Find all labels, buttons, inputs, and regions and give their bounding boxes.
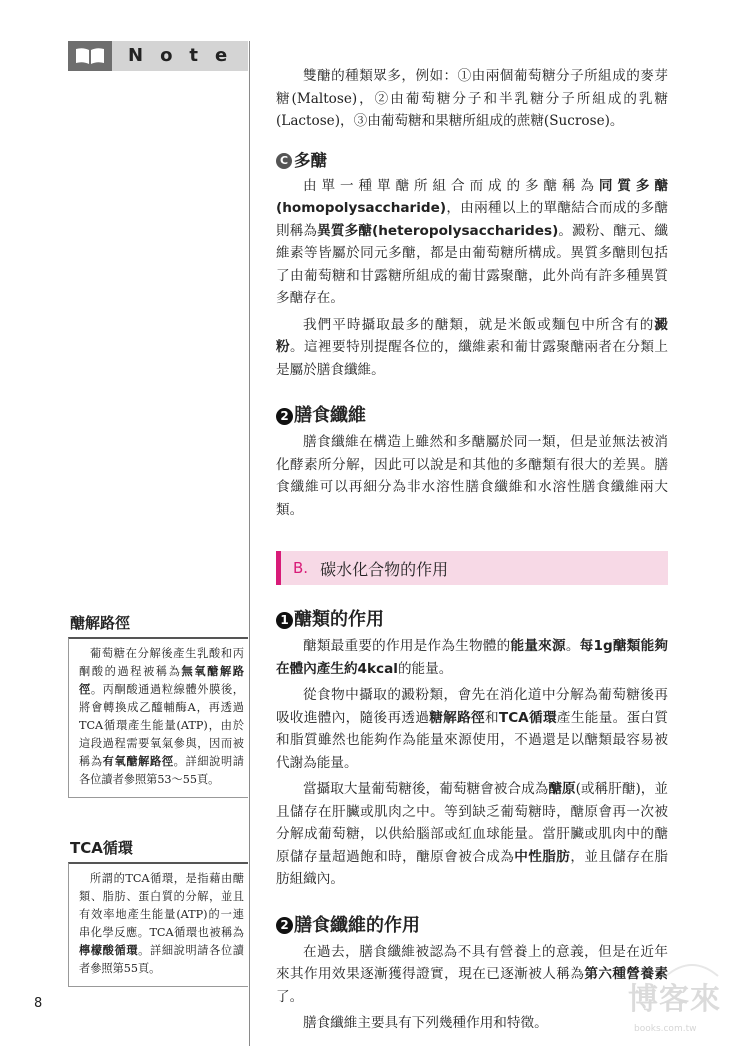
- bold-term: 每1g醣類能夠在體內產生約4kcal: [276, 638, 669, 677]
- section-title: 碳水化合物的作用: [320, 559, 449, 579]
- paragraph: [276, 941, 668, 1009]
- text-run: (或稱肝醣)，並且儲存在肝臟或肌肉之中。等到缺乏葡萄糖時，醣原會再一次被分解成葡萄糖，以供給腦部或紅血球能量。當肝臟或肌肉中的醣原儲存量超過飽和時，醣原會被合成為: [276, 781, 669, 865]
- watermark-url: books.com.tw: [634, 1024, 697, 1034]
- text-run: 了。: [276, 988, 304, 1005]
- paragraph: [276, 314, 668, 382]
- sidebar-note-body: [68, 862, 248, 987]
- bold-term: 澱粉: [276, 316, 668, 355]
- watermark-logo: [628, 960, 738, 1044]
- paragraph: [276, 175, 668, 310]
- bold-term: 能量來源: [510, 638, 566, 654]
- subsection-heading: [276, 149, 668, 173]
- text-run: 在過去，膳食纖維被認為不具有營養上的意義，但是在近年來其作用效果逐漸獲得證實，現在已逐漸被人稱為: [276, 943, 668, 982]
- text-run: ，由兩種以上的單醣結合而成的多醣則稱為: [276, 200, 668, 239]
- bold-term: 檸檬酸循環: [79, 944, 139, 957]
- sidebar-note-body: [68, 637, 248, 798]
- text-run: 所謂的TCA循環，是指藉由醣類、脂肪、蛋白質的分解，並且有效率地產生能量(ATP)的一連串化學反應。TCA循環也被稱為: [79, 872, 244, 939]
- section-banner: [276, 551, 668, 585]
- numbered-heading-title: 醣類的作用: [294, 609, 384, 630]
- text-run: 由單一種單醣所組合而成的多醣稱為: [303, 177, 599, 194]
- paragraph: [276, 65, 668, 133]
- bold-term: 糖解路徑: [429, 709, 485, 726]
- text-run: 膳食纖維在構造上雖然和多醣屬於同一類，但是並無法被消化酵素所分解，因此可以說是和其他的多醣類有很大的差異。膳食纖維可以再細分為非水溶性膳食纖維和水溶性膳食纖維兩大類。: [276, 434, 668, 518]
- text-run: 。這裡要特別提醒各位的，纖維素和葡甘露聚醣兩者在分類上是屬於膳食纖維。: [276, 339, 668, 378]
- sidebar-note-title: TCA循環: [70, 839, 133, 857]
- note-header: [68, 41, 248, 71]
- text-run: ，並且儲存在脂肪組織內。: [276, 848, 669, 887]
- bold-term: 醣原: [548, 781, 576, 797]
- sidebar-note: [68, 837, 248, 987]
- page-number: 8: [34, 996, 43, 1011]
- bold-term: 異質多醣(heteropolysaccharides): [317, 222, 559, 239]
- text-run: 。澱粉、醣元、纖維素等皆屬於同元多醣，都是由葡萄糖所構成。異質多醣則包括了由葡萄糖和甘露糖所組成的葡甘露聚醣，此外尚有許多種異質多醣存在。: [276, 222, 669, 306]
- paragraph: [276, 431, 668, 521]
- sidebar-note-title: 醣解路徑: [70, 614, 131, 632]
- circle-number-marker: 2: [276, 917, 293, 934]
- paragraph: [276, 1012, 668, 1035]
- text-run: 從食物中攝取的澱粉類，會先在消化道中分解為葡萄糖後再吸收進體內，隨後再透過: [276, 687, 668, 726]
- text-run: 。: [565, 638, 580, 654]
- numbered-heading: [276, 607, 668, 633]
- text-run: 當攝取大量葡萄糖後，葡萄糖會被合成為: [303, 781, 549, 797]
- bold-term: TCA循環: [498, 709, 557, 726]
- text-run: 和: [484, 709, 499, 726]
- text-run: 醣類最重要的作用是作為生物體的: [303, 638, 511, 654]
- main-content: [276, 63, 668, 1035]
- bold-term: 有氧醣解路徑: [102, 755, 174, 768]
- text-run: 。丙酮酸通過粒線體外膜後，將會轉換成乙醯輔酶A，再透過TCA循環產生能量(ATP)，由於這段過程需要氧氣參與，因而被稱為: [79, 683, 244, 768]
- sidebar-note: [68, 612, 248, 798]
- note-label: Note: [112, 41, 248, 71]
- numbered-heading: [276, 913, 668, 939]
- subsection-title: 多醣: [294, 150, 327, 170]
- bold-term: 中性脂肪: [514, 848, 571, 865]
- text-run: 葡萄糖在分解後產生乳酸和丙酮酸的過程被稱為: [79, 647, 244, 678]
- paragraph: [276, 778, 668, 891]
- paragraph: [276, 684, 668, 774]
- column-divider: [249, 41, 250, 1046]
- numbered-heading-title: 膳食纖維: [294, 405, 366, 426]
- section-letter: B.: [293, 559, 309, 577]
- circle-number-marker: 2: [276, 408, 293, 425]
- text-run: 。詳細說明請各位讀者參照第53～55頁。: [79, 755, 244, 786]
- text-run: 雙醣的種類眾多，例如：①由兩個葡萄糖分子所組成的麥芽糖(Maltose)，②由葡萄糖分子和半乳糖分子所組成的乳糖(Lactose)，③由葡萄糖和果糖所組成的蔗糖(Sucrose)。: [276, 68, 668, 129]
- text-run: 我們平時攝取最多的醣類，就是米飯或麵包中所含有的: [303, 316, 655, 333]
- text-run: 產生能量。蛋白質和脂質雖然也能夠作為能量來源使用，不過還是以醣類最容易被代謝為能量。: [276, 709, 669, 771]
- watermark-chars: 博客來: [628, 982, 721, 1017]
- numbered-heading: [276, 403, 668, 429]
- circle-number-marker: 1: [276, 612, 293, 629]
- bold-term: 同質多醣(homopolysaccharide): [276, 177, 669, 216]
- book-icon: [68, 41, 112, 71]
- paragraph: [276, 635, 668, 680]
- numbered-heading-title: 膳食纖維的作用: [294, 914, 420, 936]
- bold-term: 無氧醣解路徑: [79, 665, 244, 696]
- text-run: 膳食纖維主要具有下列幾種作用和特徵。: [303, 1015, 548, 1031]
- text-run: 。詳細說明請各位讀者參照第55頁。: [79, 944, 244, 975]
- text-run: 的能量。: [397, 660, 453, 677]
- bold-term: 第六種營養素: [584, 966, 669, 982]
- circle-letter-marker: C: [276, 153, 292, 169]
